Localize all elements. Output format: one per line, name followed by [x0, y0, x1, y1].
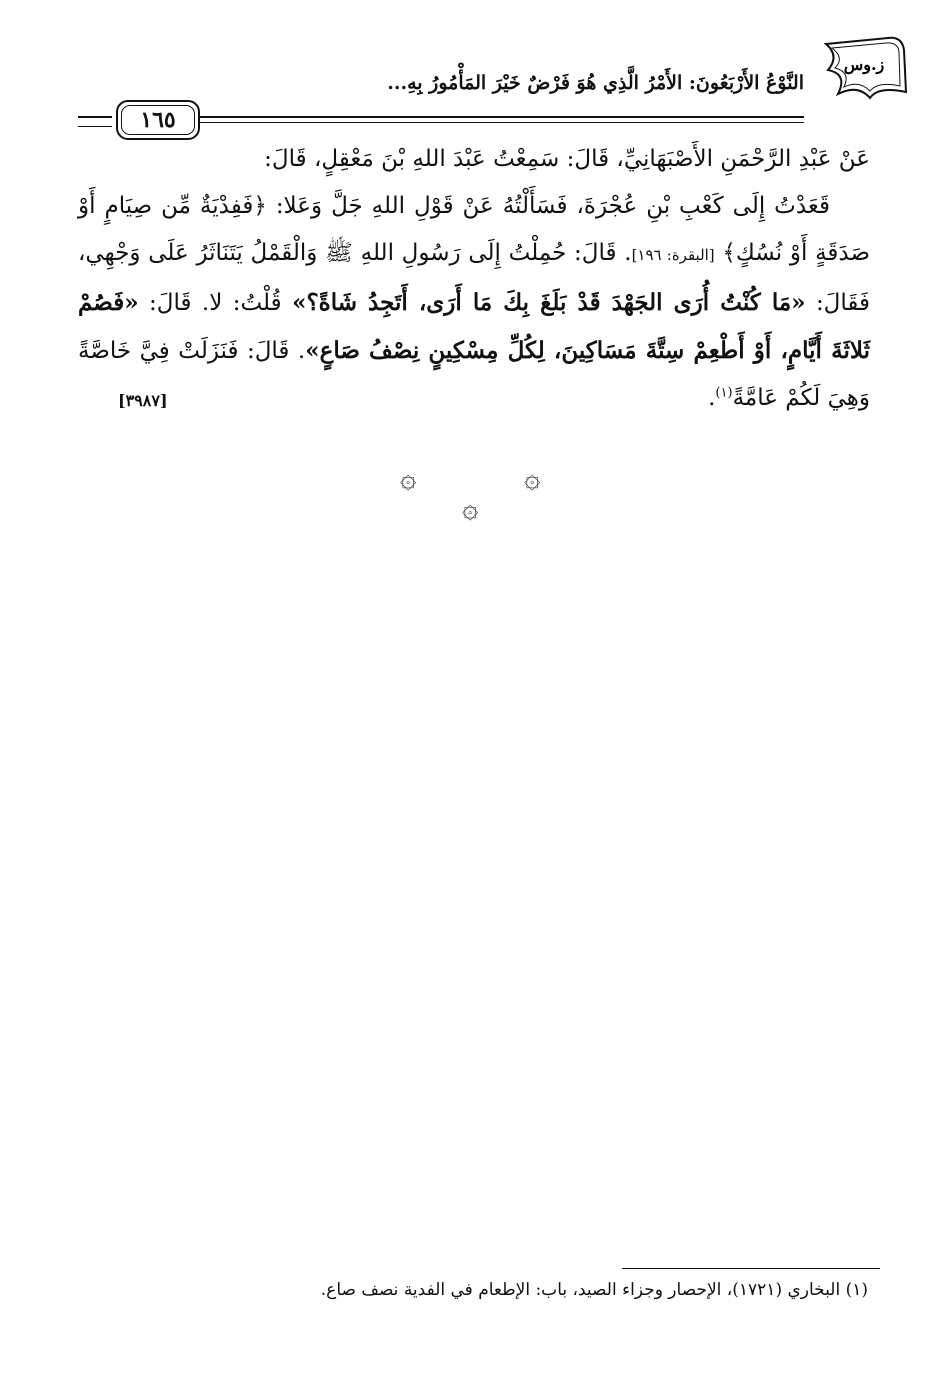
footnote-marker: (١)	[715, 385, 733, 401]
page-number: ١٦٥	[140, 107, 176, 133]
puzzle-emblem-icon	[818, 34, 908, 104]
prophet-speech-1: «مَا كُنْتُ أُرَى الجَهْدَ قَدْ بَلَغَ بِكَ مَا أَرَى، أَتَجِدُ شَاةً؟»	[292, 289, 806, 316]
ornament-icon: ۞	[462, 491, 479, 524]
emblem-text: ز.وس	[843, 55, 885, 74]
hadith-text	[78, 136, 870, 424]
page-header	[78, 34, 908, 133]
narration-part-2: . قَالَ: حُمِلْتُ إِلَى رَسُولِ اللهِ ﷺ وَالْقَمْلُ يَتَنَاثَرُ عَلَى وَجْهِي، فَقَالَ:	[78, 240, 871, 316]
hadith-paragraph: قَعَدْتُ إِلَى كَعْبِ بْنِ عُجْرَةَ، فَسَأَلْتُهُ عَنْ قَوْلِ اللهِ جَلَّ وَعَلا: ﴿فَفِدْيَةٌ مِّن صِيَامٍ أَوْ صَدَقَةٍ أَوْ نُسُكٍ﴾ [البقرة: ١٩٦]. قَالَ: حُمِلْتُ إِلَى رَسُولِ اللهِ ﷺ وَالْقَمْلُ يَتَنَاثَرُ عَلَى وَجْهِي، فَقَالَ: «مَا كُنْتُ أُرَى الجَهْدَ قَدْ بَلَغَ بِكَ مَا أَرَى، أَتَجِدُ شَاةً؟» قُلْتُ: لا. قَالَ: «فَصُمْ ثَلاثَةَ أَيَّامٍ، أَوْ أَطْعِمْ سِتَّةَ مَسَاكِينَ، لِكُلِّ مِسْكِينٍ نِصْفُ صَاعٍ». قَالَ: فَنَزَلَتْ فِيَّ خَاصَّةً وَهِيَ لَكُمْ عَامَّةً$^{(١)}$. [٣٩٨٧]	[78, 183, 870, 422]
isnad-line: عَنْ عَبْدِ الرَّحْمَنِ الأَصْبَهَانِيِّ، قَالَ: سَمِعْتُ عَبْدَ اللهِ بْنَ مَعْقِلٍ، قَالَ:	[264, 146, 870, 172]
header-rule-thin	[200, 122, 804, 123]
ornament-icon: ۞	[400, 461, 417, 494]
page-number-box	[116, 100, 200, 140]
verse-reference: [البقرة: ١٩٦]	[631, 246, 715, 264]
narration-part-4: . قَالَ: فَنَزَلَتْ فِيَّ خَاصَّةً وَهِيَ لَكُمْ عَامَّةً	[78, 338, 870, 411]
chapter-title: النَّوْعُ الأَرْبَعُونَ: الأَمْرُ الَّذِي هُوَ فَرْضٌ خَيْرَ المَأْمُورُ بِهِ...	[387, 72, 804, 94]
footnote-divider	[622, 1268, 880, 1269]
narration-part-1: قَعَدْتُ إِلَى كَعْبِ بْنِ عُجْرَةَ، فَسَأَلْتُهُ عَنْ قَوْلِ اللهِ جَلَّ وَعَلا:	[275, 193, 831, 219]
narration-part-3: قُلْتُ: لا. قَالَ:	[149, 290, 282, 316]
quran-verse: ﴿فَفِدْيَةٌ مِّن صِيَامٍ أَوْ صَدَقَةٍ أَوْ نُسُكٍ﴾	[78, 193, 871, 266]
left-rules	[78, 116, 112, 127]
hadith-number: [٣٩٨٧]	[118, 391, 168, 410]
header-rule	[200, 116, 804, 118]
footnote: (١) البخاري (١٧٢١)، الإحصار وجزاء الصيد، باب: الإطعام في الفدية نصف صاع.	[320, 1280, 868, 1300]
section-ornaments	[380, 460, 570, 530]
ornament-icon: ۞	[524, 461, 541, 494]
page-number-frame	[121, 105, 195, 135]
prophet-speech-2: «فَصُمْ ثَلاثَةَ أَيَّامٍ، أَوْ أَطْعِمْ سِتَّةَ مَسَاكِينَ، لِكُلِّ مِسْكِينٍ نِصْفُ صَاعٍ»	[78, 289, 870, 364]
